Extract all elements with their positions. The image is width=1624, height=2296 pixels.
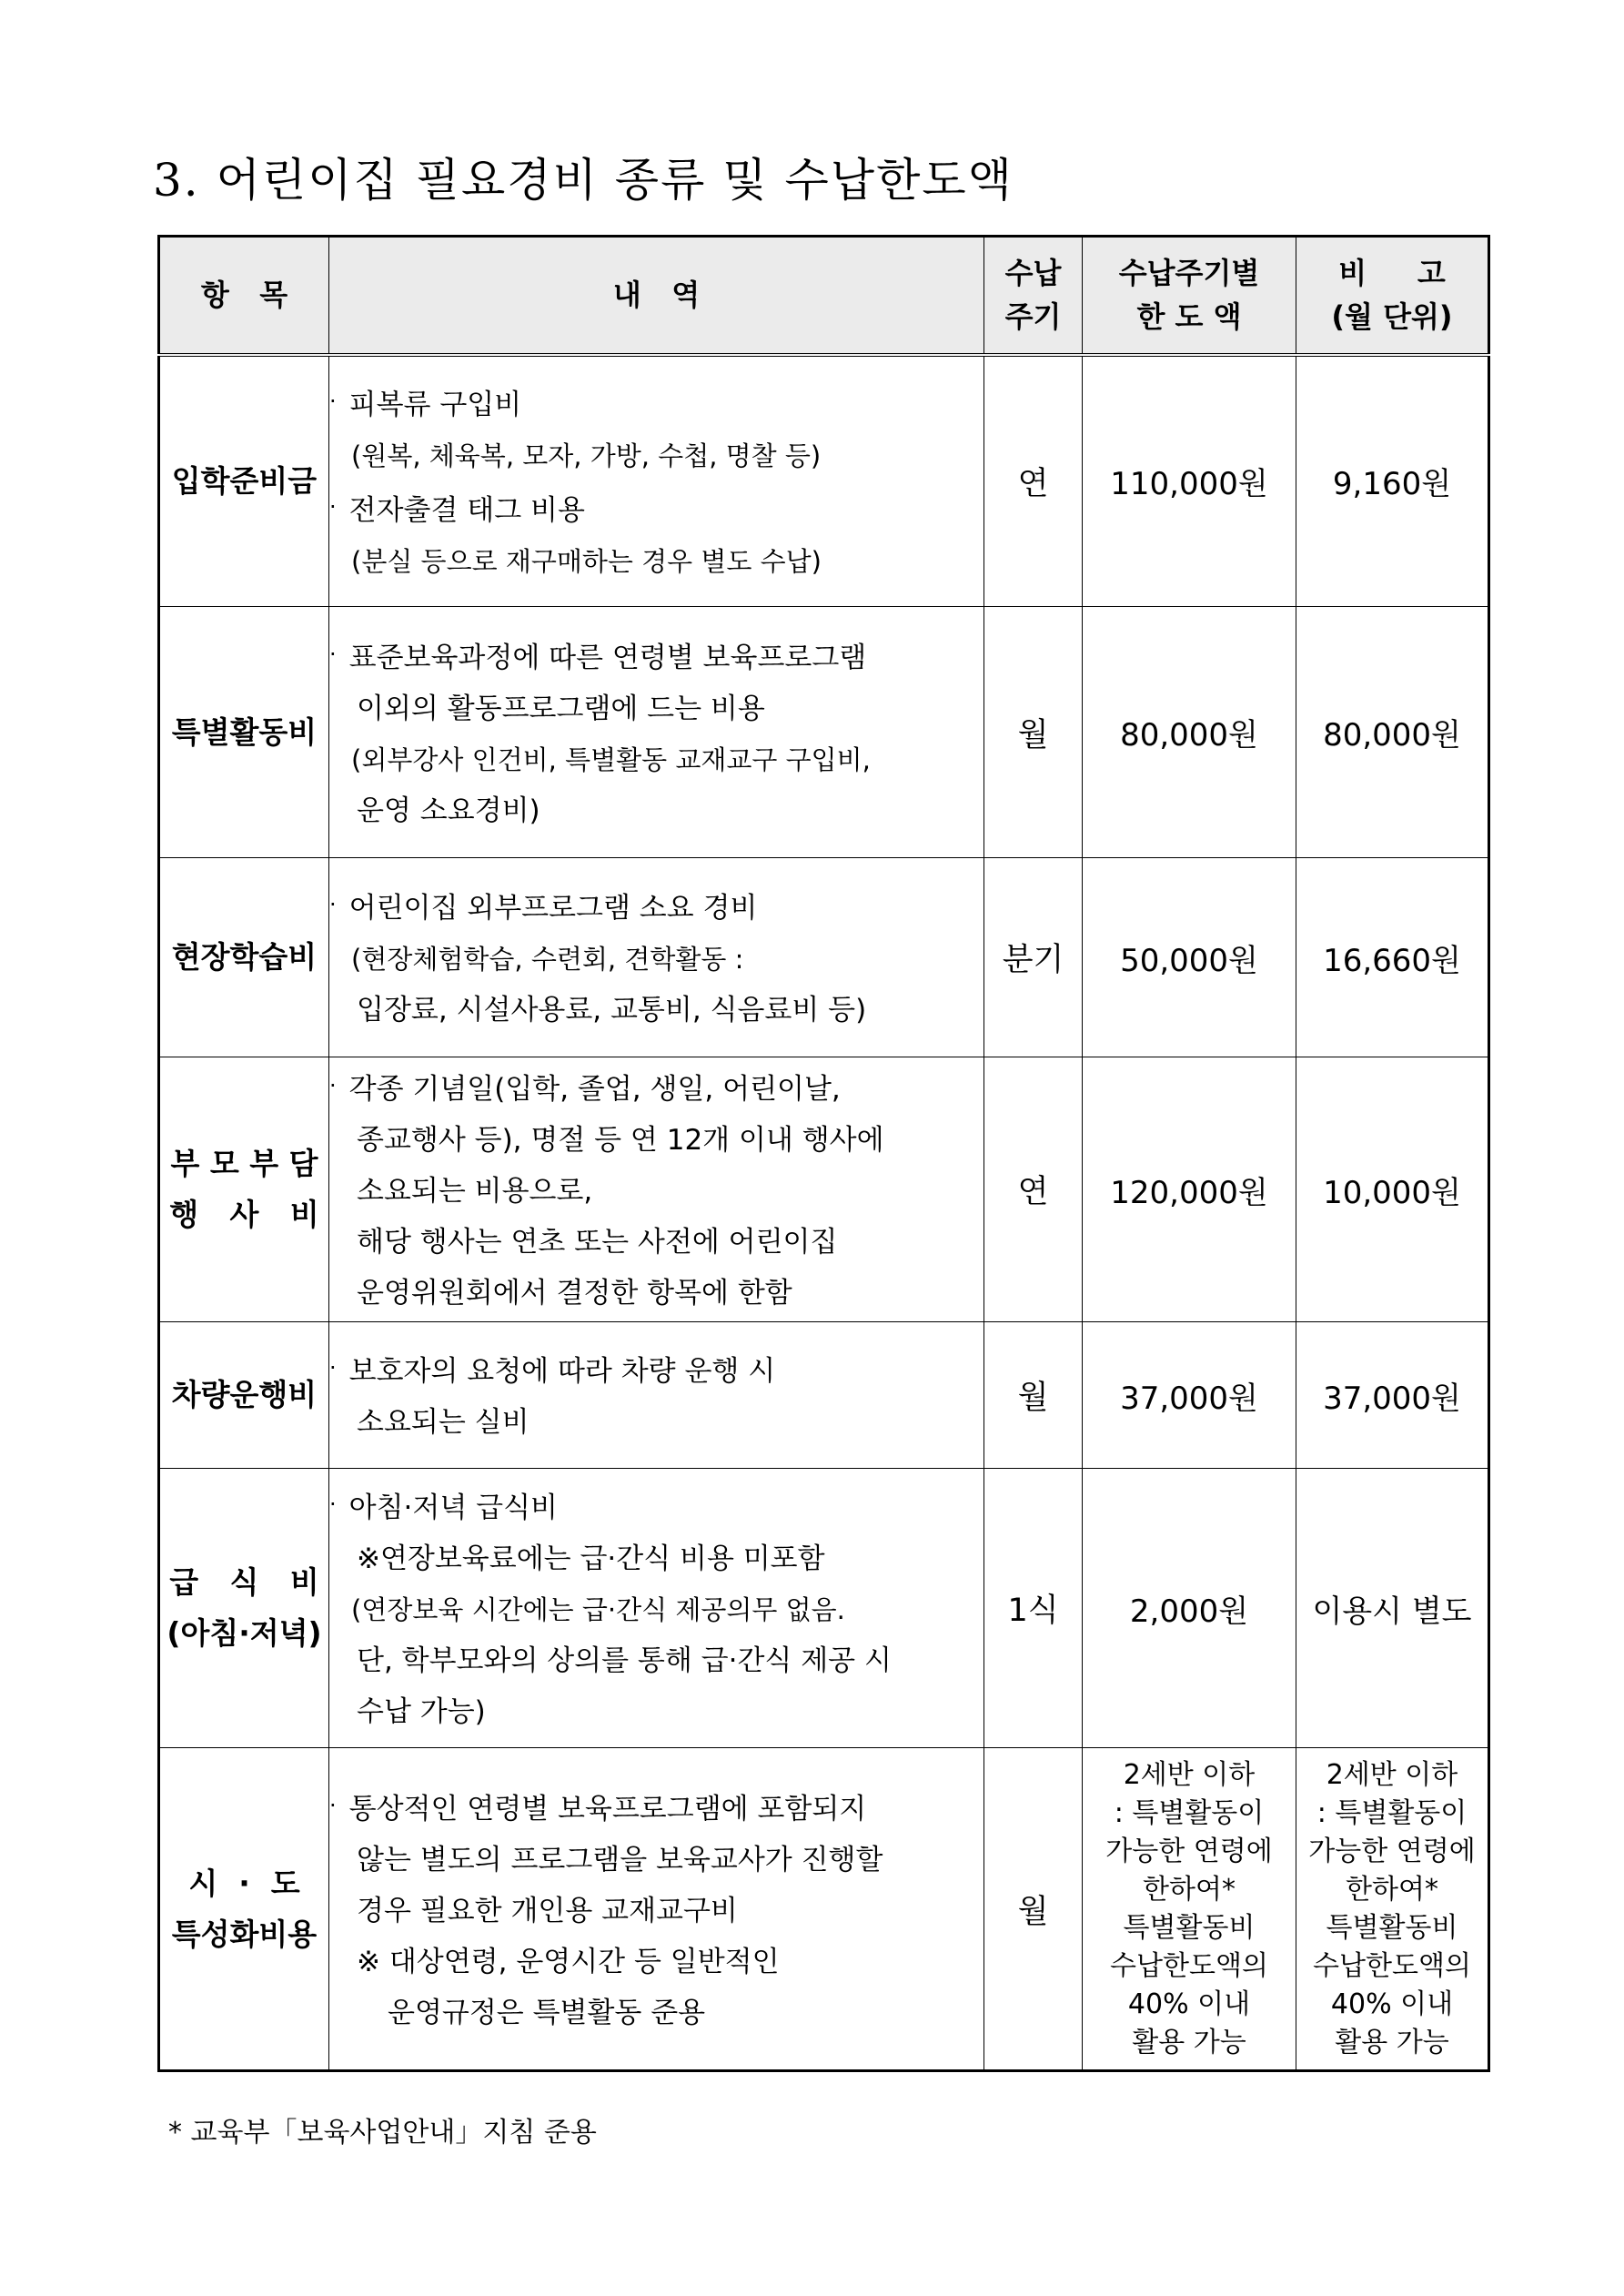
row-item-name: 시 · 도 특성화비용 <box>159 1748 329 2071</box>
row-cycle: 월 <box>984 607 1083 858</box>
row-limit: 50,000원 <box>1083 858 1296 1057</box>
row-cycle: 월 <box>984 1748 1083 2071</box>
row-cycle: 연 <box>984 355 1083 607</box>
row-detail: · 통상적인 연령별 보육프로그램에 포함되지 않는 별도의 프로그램을 보육교사가 진행할 경우 필요한 개인용 교재교구비 ※ 대상연령, 운영시간 등 일반적인 운영규정은 특별활동 준용 <box>329 1748 984 2071</box>
row-limit: 110,000원 <box>1083 355 1296 607</box>
table-row <box>159 355 1489 607</box>
table-body <box>159 355 1489 2071</box>
fee-table <box>157 235 1490 2072</box>
row-item-name: 특별활동비 <box>159 607 329 858</box>
bullet-dot-icon: · <box>329 493 337 520</box>
table-row <box>159 1322 1489 1469</box>
header-detail: 내 역 <box>329 237 984 355</box>
header-cycle: 수납 주기 <box>984 237 1083 355</box>
row-limit: 120,000원 <box>1083 1057 1296 1322</box>
row-limit: 2세반 이하 : 특별활동이 가능한 연령에 한하여* 특별활동비 수납한도액의 40% 이내 활용 가능 <box>1083 1748 1296 2071</box>
row-item-name: 부 모 부 담 행 사 비 <box>159 1057 329 1322</box>
row-cycle: 월 <box>984 1322 1083 1469</box>
bullet-dot-icon: · <box>329 641 337 667</box>
bullet-dot-icon: · <box>329 1073 337 1098</box>
row-item-name: 차량운행비 <box>159 1322 329 1469</box>
bullet-dot-icon: · <box>329 1355 337 1381</box>
bullet-dot-icon: · <box>329 388 337 414</box>
row-detail: · 아침·저녁 급식비 ※연장보육료에는 급·간식 비용 미포함 (연장보육 시간에는 급·간식 제공의무 없음. 단, 학부모와의 상의를 통해 급·간식 제공 시 수납 가능) <box>329 1469 984 1748</box>
bullet-dot-icon: · <box>329 1792 337 1818</box>
table-row <box>159 1748 1489 2071</box>
header-limit: 수납주기별 한 도 액 <box>1083 237 1296 355</box>
row-item-name: 입학준비금 <box>159 355 329 607</box>
row-detail: · 피복류 구입비 (원복, 체육복, 모자, 가방, 수첩, 명찰 등) · 전자출결 태그 비용 (분실 등으로 재구매하는 경우 별도 수납) <box>329 355 984 607</box>
table-row <box>159 1469 1489 1748</box>
footnote: * 교육부「보육사업안내」지침 준용 <box>168 2117 597 2149</box>
row-item-name: 현장학습비 <box>159 858 329 1057</box>
row-item-name: 급 식 비 (아침·저녁) <box>159 1469 329 1748</box>
row-cycle: 연 <box>984 1057 1083 1322</box>
page-title: 3. 어린이집 필요경비 종류 및 수납한도액 <box>153 154 1014 207</box>
row-note: 9,160원 <box>1296 355 1489 607</box>
row-note: 80,000원 <box>1296 607 1489 858</box>
row-note: 37,000원 <box>1296 1322 1489 1469</box>
table-row <box>159 858 1489 1057</box>
row-limit: 80,000원 <box>1083 607 1296 858</box>
row-note: 10,000원 <box>1296 1057 1489 1322</box>
bullet-dot-icon: · <box>329 1492 337 1517</box>
row-cycle: 분기 <box>984 858 1083 1057</box>
row-note: 2세반 이하 : 특별활동이 가능한 연령에 한하여* 특별활동비 수납한도액의 40% 이내 활용 가능 <box>1296 1748 1489 2071</box>
row-detail: · 표준보육과정에 따른 연령별 보육프로그램 이외의 활동프로그램에 드는 비용 (외부강사 인건비, 특별활동 교재교구 구입비, 운영 소요경비) <box>329 607 984 858</box>
table-header-row <box>159 237 1489 355</box>
table-row <box>159 1057 1489 1322</box>
row-limit: 2,000원 <box>1083 1469 1296 1748</box>
table-row <box>159 607 1489 858</box>
header-item: 항 목 <box>159 237 329 355</box>
header-note: 비 고 (월 단위) <box>1296 237 1489 355</box>
row-cycle: 1식 <box>984 1469 1083 1748</box>
row-limit: 37,000원 <box>1083 1322 1296 1469</box>
row-detail: · 각종 기념일(입학, 졸업, 생일, 어린이날, 종교행사 등), 명절 등 연 12개 이내 행사에 소요되는 비용으로, 해당 행사는 연초 또는 사전에 어린이집 운영위원회에서 결정한 항목에 한함 <box>329 1057 984 1322</box>
row-note: 16,660원 <box>1296 858 1489 1057</box>
row-detail: · 어린이집 외부프로그램 소요 경비 (현장체험학습, 수련회, 견학활동 : 입장료, 시설사용료, 교통비, 식음료비 등) <box>329 858 984 1057</box>
row-detail: · 보호자의 요청에 따라 차량 운행 시 소요되는 실비 <box>329 1322 984 1469</box>
bullet-dot-icon: · <box>329 892 337 917</box>
row-note: 이용시 별도 <box>1296 1469 1489 1748</box>
